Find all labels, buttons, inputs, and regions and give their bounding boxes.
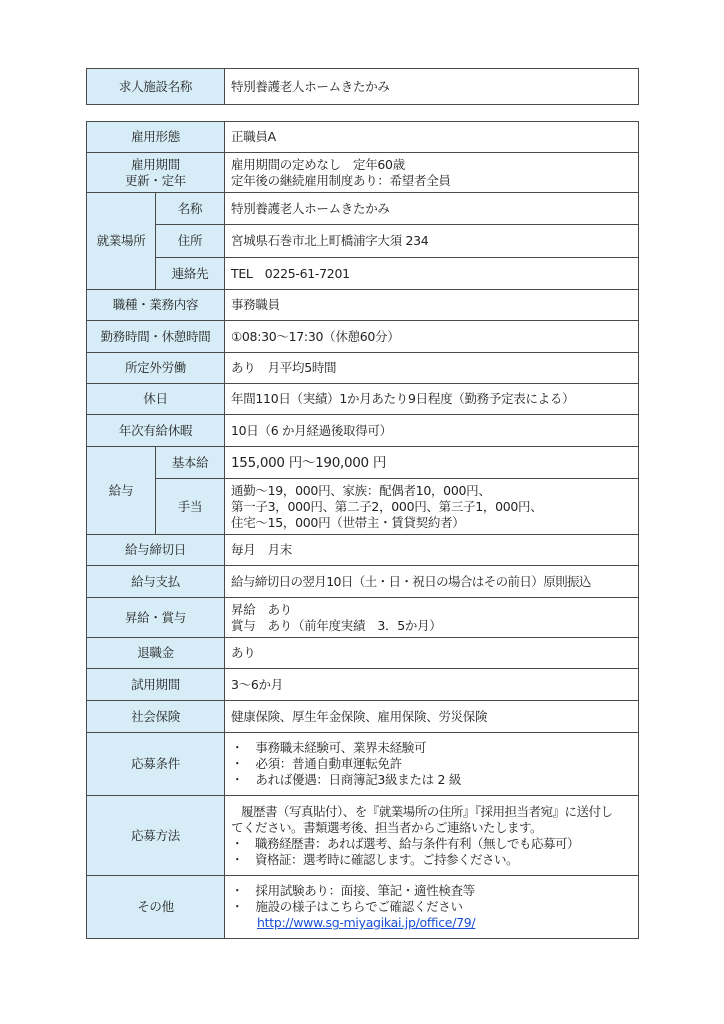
application-row [87,796,639,876]
job-row [87,290,639,321]
raise-bonus-row [87,598,639,638]
paid-leave-label: 年次有給休暇 [87,415,225,447]
employment-period-row [87,153,639,193]
requirements-row [87,733,639,796]
salary-label: 給与 [87,447,156,535]
overtime-row [87,353,639,384]
trial-value: 3～6か月 [225,669,639,701]
holidays-label: 休日 [87,384,225,415]
insurance-value: 健康保険、厚生年金保険、雇用保険、労災保険 [225,701,639,733]
application-value: 履歴書（写真貼付）、を『就業場所の住所』『採用担当者宛』に送付し てください。書類選考後、担当者からご連絡いたします。 ・ 職務経歴書：あれば選考、給与条件有利（無しでも応募可） ・ 資格証：選考時に確認します。ご持参ください。 [225,796,639,876]
salary-allowance-label: 手当 [156,479,225,535]
job-label: 職種・業務内容 [87,290,225,321]
other-label: その他 [87,876,225,939]
salary-base-label: 基本給 [156,447,225,479]
facility-value: 特別養護老人ホームきたかみ [225,69,639,105]
holidays-row [87,384,639,415]
facility-row [87,69,639,105]
pay-day-label: 給与支払 [87,566,225,598]
pay-cutoff-row [87,535,639,566]
raise-bonus-label: 昇給・賞与 [87,598,225,638]
application-label: 応募方法 [87,796,225,876]
other-row [87,876,639,939]
salary-base-row [87,447,639,479]
raise-bonus-value: 昇給 あり 賞与 あり（前年度実績 3．5か月） [225,598,639,638]
employment-type-label: 雇用形態 [87,122,225,153]
paid-leave-value: 10日（6 か月経過後取得可） [225,415,639,447]
workplace-label: 就業場所 [87,193,156,290]
workplace-address-row [87,225,639,258]
workplace-name-value: 特別養護老人ホームきたかみ [225,193,639,225]
facility-website-link[interactable]: http://www.sg-miyagikai.jp/office/79/ [257,915,476,930]
job-value: 事務職員 [225,290,639,321]
insurance-row [87,701,639,733]
workplace-name-label: 名称 [156,193,225,225]
paid-leave-row [87,415,639,447]
hours-row [87,321,639,353]
workplace-address-value: 宮城県石巻市北上町橋浦字大須 234 [225,225,639,258]
workplace-contact-row [87,258,639,290]
trial-label: 試用期間 [87,669,225,701]
employment-period-label: 雇用期間 更新・定年 [87,153,225,193]
retirement-label: 退職金 [87,638,225,669]
overtime-value: あり 月平均5時間 [225,353,639,384]
workplace-contact-value: TEL 0225-61-7201 [225,258,639,290]
salary-allowance-row [87,479,639,535]
salary-allowance-value: 通勤～19，000円、家族：配偶者10，000円、 第一子3，000円、第二子2，000円、第三子1，000円、 住宅～15，000円（世帯主・賃貸契約者） [225,479,639,535]
overtime-label: 所定外労働 [87,353,225,384]
holidays-value: 年間110日（実績）1か月あたり9日程度（勤務予定表による） [225,384,639,415]
facility-label: 求人施設名称 [87,69,225,105]
pay-cutoff-value: 毎月 月末 [225,535,639,566]
hours-value: ①08:30～17:30（休憩60分） [225,321,639,353]
employment-type-row [87,122,639,153]
requirements-label: 応募条件 [87,733,225,796]
salary-base-value: 155,000 円～190,000 円 [225,447,639,479]
insurance-label: 社会保険 [87,701,225,733]
pay-day-value: 給与締切日の翌月10日（土・日・祝日の場合はその前日）原則振込 [225,566,639,598]
workplace-name-row [87,193,639,225]
retirement-value: あり [225,638,639,669]
trial-row [87,669,639,701]
pay-day-row [87,566,639,598]
workplace-contact-label: 連絡先 [156,258,225,290]
workplace-address-label: 住所 [156,225,225,258]
other-value: ・ 採用試験あり：面接、筆記・適性検査等 ・ 施設の様子はこちらでご確認ください http://www.sg-miyagikai.jp/office/79/ [225,876,639,939]
job-details-table [86,121,639,939]
retirement-row [87,638,639,669]
requirements-value: ・ 事務職未経験可、業界未経験可 ・ 必須：普通自動車運転免許 ・ あれば優遇：日商簿記3級または 2 級 [225,733,639,796]
hours-label: 勤務時間・休憩時間 [87,321,225,353]
employment-period-value: 雇用期間の定めなし 定年60歳 定年後の継続雇用制度あり：希望者全員 [225,153,639,193]
pay-cutoff-label: 給与締切日 [87,535,225,566]
employment-type-value: 正職員A [225,122,639,153]
facility-table [86,68,639,105]
